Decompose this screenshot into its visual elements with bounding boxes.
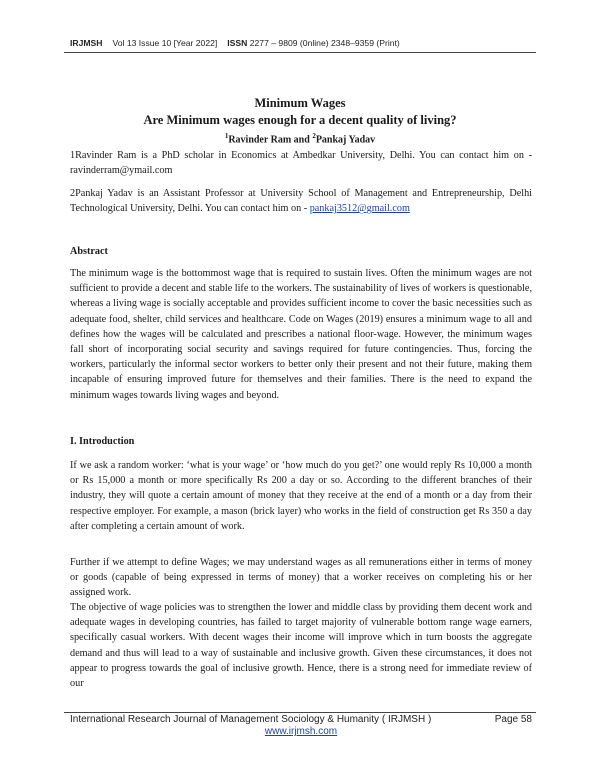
author-line xyxy=(64,129,536,147)
intro-heading-text: I. Introduction xyxy=(70,436,135,447)
intro-para-3-text: The objective of wage policies was to strengthen the lower and middle class by providing them decent work and adequate wages in developing countries, has failed to target majority of vulnerable bottom range wage earners, specifically casual workers. With decent wages their income will improve which in turn boosts the aggregate demand and thus will lead to a way of sustainable and inclusive growth. Given these circumstances, it does not appear to progress towards the goal of inclusive growth. Hence, there is a strong need for immediate review of our xyxy=(70,602,532,690)
abstract-section xyxy=(70,266,532,403)
author2-name: Pankaj Yadav xyxy=(315,134,376,146)
page-footer xyxy=(70,714,532,737)
footer-rule xyxy=(64,712,536,713)
intro-para-1-text: If we ask a random worker: ‘what is your wage’ or ‘how much do you get?’ one would reply Rs 10,000 a month or Rs 15,000 a month or more specifically Rs 200 a day or so. According to the different branches of their industry, they will quote a certain amount of money that they receive at the end of a month or a day from their respective employer. For example, a mason (brick layer) who works in the field of construction get Rs 350 a day after completing a certain amount of work. xyxy=(70,460,532,532)
intro-para-2-text: Further if we attempt to define Wages; we may understand wages as all remunerations either in terms of money or goods (capable of being expressed in terms of money) that a worker receives on completing his or her assigned work. xyxy=(70,557,532,599)
author1-name: Ravinder Ram and xyxy=(228,134,313,146)
page-number: Page 58 xyxy=(494,714,532,725)
footer-line xyxy=(70,714,532,725)
abstract-heading xyxy=(70,244,532,259)
author2-email-link[interactable]: pankaj3512@gmail.com xyxy=(309,203,410,215)
author2-marker: 2 xyxy=(312,132,316,140)
affiliation-2 xyxy=(70,186,532,216)
running-header xyxy=(70,38,540,48)
header-rule xyxy=(64,52,536,53)
journal-abbrev: IRJMSH xyxy=(70,38,103,48)
intro-paragraph-1 xyxy=(70,458,532,534)
abstract-text: The minimum wage is the bottommost wage that is required to sustain lives. Often the minimum wages are not sufficient to provide a decent and stable life to the workers. The sustainability of lives of workers is questionable, whereas a living wage is socially acceptable and provides sufficient income to cover the basic necessities such as adequate food, shelter, child services and healthcare. Code on Wages (2019) ensures a minimum wage to all and defines how the wages will be calculated and prescribes a national floor-wage. However, the minimum wages fall short of incorporating social security and savings required for future contingencies. Thus, forcing the workers, particularly the informal sector workers to better only their present and not their future, making them incapable of ensuring improved future for themselves and their families. There is the need to expand the minimum wages towards living wages and beyond. xyxy=(70,268,532,401)
affiliation-2-body: 2Pankaj Yadav is an Assistant Professor at University School of Management and Entrepreneurship, Delhi Technological University, Delhi. You can contact him on - xyxy=(70,188,532,215)
issn-value: 2277 – 9809 (0nline) 2348–9359 (Print) xyxy=(249,38,400,48)
affiliation-2-text xyxy=(70,186,532,216)
title-block xyxy=(64,95,536,147)
paper-title: Minimum Wages xyxy=(254,96,346,110)
abstract-heading-text: Abstract xyxy=(70,246,108,257)
author1-marker: 1 xyxy=(224,132,229,140)
affiliation-1 xyxy=(70,148,532,178)
issn-label: ISSN xyxy=(227,38,248,48)
footer-url-row xyxy=(70,726,532,737)
intro-paragraph-2 xyxy=(70,555,532,601)
volume-issue: Vol 13 Issue 10 [Year 2022] xyxy=(112,38,218,48)
intro-heading xyxy=(70,434,532,449)
paper-subtitle: Are Minimum wages enough for a decent quality of living? xyxy=(143,113,457,127)
footer-journal-name: International Research Journal of Management Sociology & Humanity ( IRJMSH ) xyxy=(70,714,432,725)
intro-paragraph-3 xyxy=(70,600,532,691)
affiliation-1-text: 1Ravinder Ram is a PhD scholar in Economics at Ambedkar University, Delhi. You can contact him on - ravinderram@ymail.com xyxy=(70,150,532,177)
journal-website-link[interactable]: www.irjmsh.com xyxy=(264,726,338,737)
